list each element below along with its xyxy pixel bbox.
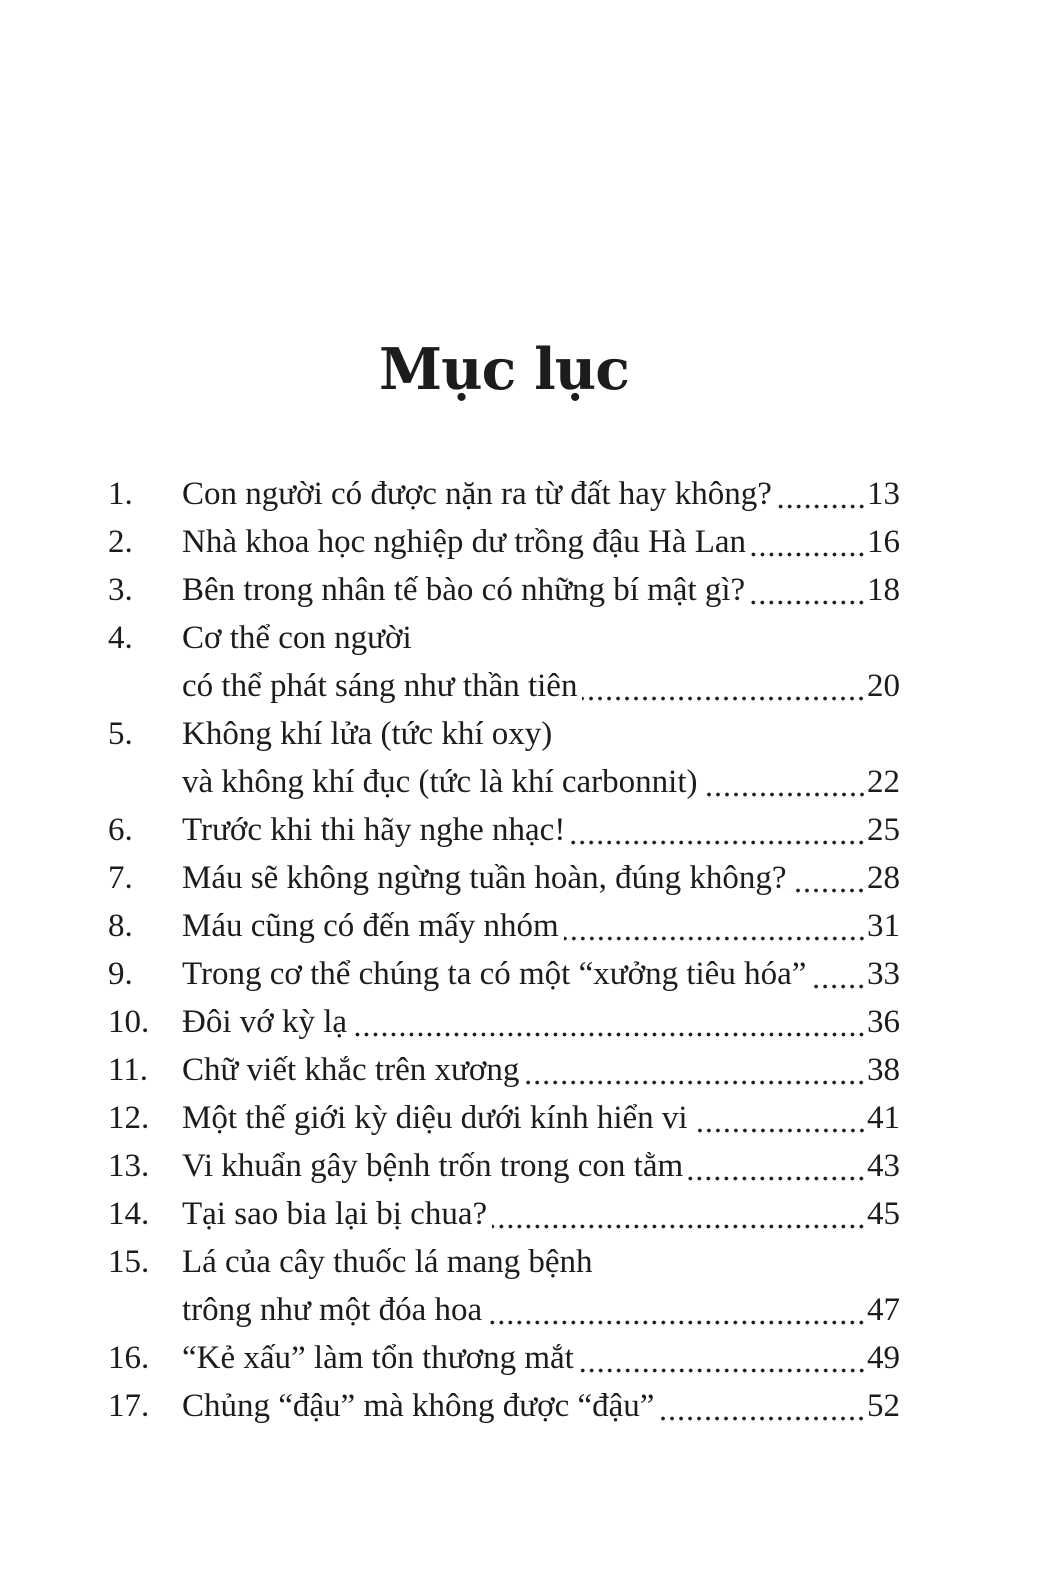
- toc-item-line: [182, 662, 900, 710]
- toc-item-line: [182, 1094, 900, 1142]
- toc-item-number: 9.: [108, 956, 133, 992]
- toc-item-body: [182, 1190, 900, 1238]
- toc-item: [108, 1142, 900, 1190]
- toc-list: [0, 470, 1055, 1430]
- toc-item-text: Vi khuẩn gây bệnh trốn trong con tằm: [182, 1148, 684, 1184]
- toc-item: [108, 710, 900, 806]
- toc-item-number: 7.: [108, 860, 133, 896]
- toc-item-body: [182, 1094, 900, 1142]
- toc-item-body: [182, 1238, 900, 1334]
- toc-page-number: 36: [867, 1004, 900, 1040]
- toc-item-line: [182, 1334, 900, 1382]
- toc-item-body: [182, 518, 900, 566]
- toc-item-number: 11.: [108, 1052, 149, 1088]
- toc-item-text: Con người có được nặn ra từ đất hay không?: [182, 476, 772, 512]
- toc-item-number: 2.: [108, 524, 133, 560]
- toc-item-body: [182, 1046, 900, 1094]
- toc-item-text: Đôi vớ kỳ lạ: [182, 1004, 348, 1040]
- toc-item-body: [182, 1334, 900, 1382]
- toc-item-number: 4.: [108, 620, 133, 656]
- toc-item-body: [182, 566, 900, 614]
- toc-item: [108, 614, 900, 710]
- toc-item-line: [182, 806, 900, 854]
- toc-page-number: 28: [867, 860, 900, 896]
- toc-item-line: [182, 1046, 900, 1094]
- leader-dots: [688, 1176, 866, 1181]
- leader-dots: [750, 600, 866, 605]
- leader-dots: [751, 552, 866, 557]
- toc-item-line: [182, 902, 900, 950]
- toc-item: [108, 902, 900, 950]
- toc-item: [108, 854, 900, 902]
- toc-item-body: [182, 950, 900, 998]
- leader-dots: [570, 840, 866, 845]
- toc-item-body: [182, 902, 900, 950]
- page-title: Mục lục: [379, 336, 629, 403]
- toc-item: [108, 518, 900, 566]
- toc-item-text: Chữ viết khắc trên xương: [182, 1052, 520, 1088]
- leader-dots: [579, 1368, 866, 1373]
- toc-page-number: 13: [867, 476, 900, 512]
- toc-item-text: trông như một đóa hoa: [182, 1292, 483, 1328]
- toc-item-line: [182, 998, 900, 1046]
- toc-page-number: 49: [867, 1340, 900, 1376]
- toc-item-text: Lá của cây thuốc lá mang bệnh: [182, 1244, 593, 1280]
- toc-item-line: [182, 1382, 900, 1430]
- toc-item-line: [182, 614, 900, 662]
- toc-item-number: 16.: [108, 1340, 150, 1376]
- toc-item: [108, 998, 900, 1046]
- toc-page-number: 18: [867, 572, 900, 608]
- toc-page-number: 33: [867, 956, 900, 992]
- toc-item-number: 1.: [108, 476, 133, 512]
- toc-item: [108, 1238, 900, 1334]
- leader-dots: [352, 1032, 866, 1037]
- toc-item-line: [182, 854, 900, 902]
- toc-item-line: [182, 758, 900, 806]
- toc-item-number: 17.: [108, 1388, 150, 1424]
- toc-item-body: [182, 998, 900, 1046]
- toc-item-line: [182, 470, 900, 518]
- leader-dots: [582, 696, 866, 701]
- toc-page-number: 20: [867, 668, 900, 704]
- toc-item-text: Cơ thể con người: [182, 620, 412, 656]
- toc-item-text: Trong cơ thể chúng ta có một “xưởng tiêu hóa”: [182, 956, 807, 992]
- toc-item: [108, 950, 900, 998]
- toc-item-number: 15.: [108, 1244, 150, 1280]
- leader-dots: [564, 936, 866, 941]
- toc-item: [108, 566, 900, 614]
- toc-item-line: [182, 518, 900, 566]
- leader-dots: [777, 504, 866, 509]
- toc-item-number: 5.: [108, 716, 133, 752]
- toc-page-number: 25: [867, 812, 900, 848]
- toc-item-line: [182, 566, 900, 614]
- toc-item-number: 14.: [108, 1196, 150, 1232]
- toc-page-number: 31: [867, 908, 900, 944]
- leader-dots: [659, 1416, 866, 1421]
- toc-item-body: [182, 1142, 900, 1190]
- toc-page-number: 16: [867, 524, 900, 560]
- toc-item-line: [182, 710, 900, 758]
- toc-item-text: Một thế giới kỳ diệu dưới kính hiển vi: [182, 1100, 688, 1136]
- leader-dots: [524, 1080, 866, 1085]
- toc-page-number: 45: [867, 1196, 900, 1232]
- toc-item-text: Trước khi thi hãy nghe nhạc!: [182, 812, 566, 848]
- toc-item-text: Máu cũng có đến mấy nhóm: [182, 908, 559, 944]
- toc-item-body: [182, 470, 900, 518]
- toc-item-body: [182, 806, 900, 854]
- toc-item-body: [182, 1382, 900, 1430]
- toc-item-text: Không khí lửa (tức khí oxy): [182, 716, 553, 752]
- toc-item-number: 8.: [108, 908, 133, 944]
- toc-page-number: 38: [867, 1052, 900, 1088]
- toc-item-body: [182, 614, 900, 710]
- toc-page-number: 47: [867, 1292, 900, 1328]
- leader-dots: [693, 1128, 866, 1133]
- toc-item-text: và không khí đục (tức là khí carbonnit): [182, 764, 698, 800]
- toc-item: [108, 1334, 900, 1382]
- toc-item-text: “Kẻ xấu” làm tổn thương mắt: [182, 1340, 574, 1376]
- toc-item: [108, 470, 900, 518]
- toc-page-number: 52: [867, 1388, 900, 1424]
- leader-dots: [791, 888, 866, 893]
- toc-item: [108, 1382, 900, 1430]
- toc-item-number: 10.: [108, 1004, 150, 1040]
- toc-item-body: [182, 710, 900, 806]
- leader-dots: [811, 984, 866, 989]
- toc-item: [108, 1094, 900, 1142]
- toc-page-number: 43: [867, 1148, 900, 1184]
- toc-page-number: 41: [867, 1100, 900, 1136]
- toc-item-line: [182, 1190, 900, 1238]
- toc-page-number: 22: [867, 764, 900, 800]
- toc-item-number: 13.: [108, 1148, 150, 1184]
- toc-item: [108, 806, 900, 854]
- toc-item-number: 3.: [108, 572, 133, 608]
- toc-item-number: 6.: [108, 812, 133, 848]
- toc-item-text: có thể phát sáng như thần tiên: [182, 668, 578, 704]
- leader-dots: [487, 1320, 866, 1325]
- toc-item-line: [182, 1238, 900, 1286]
- toc-item-text: Tại sao bia lại bị chua?: [182, 1196, 488, 1232]
- toc-item: [108, 1190, 900, 1238]
- toc-item-line: [182, 1142, 900, 1190]
- toc-item-body: [182, 854, 900, 902]
- toc-item-text: Máu sẽ không ngừng tuần hoàn, đúng không?: [182, 860, 787, 896]
- toc-item-text: Nhà khoa học nghiệp dư trồng đậu Hà Lan: [182, 524, 747, 560]
- leader-dots: [492, 1224, 866, 1229]
- toc-item-text: Bên trong nhân tế bào có những bí mật gì?: [182, 572, 746, 608]
- toc-item-line: [182, 1286, 900, 1334]
- toc-item-line: [182, 950, 900, 998]
- leader-dots: [703, 792, 867, 797]
- toc-item-number: 12.: [108, 1100, 150, 1136]
- toc-item: [108, 1046, 900, 1094]
- toc-item-text: Chủng “đậu” mà không được “đậu”: [182, 1388, 655, 1424]
